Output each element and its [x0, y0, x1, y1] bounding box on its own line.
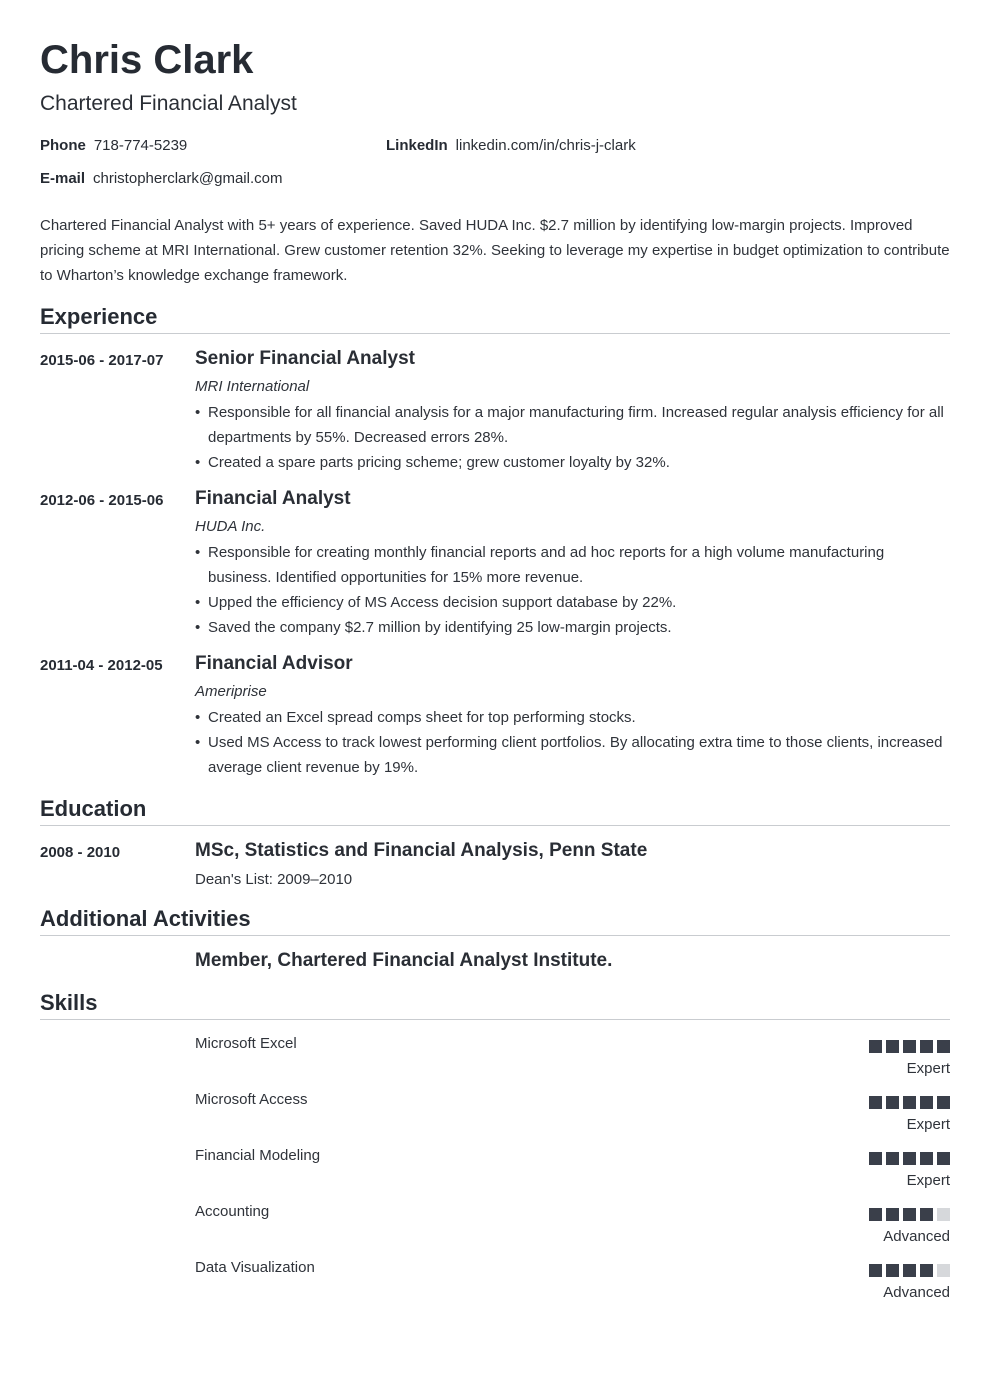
- job-company: Ameriprise: [195, 683, 267, 700]
- rating-square-filled: [869, 1208, 882, 1221]
- rating-square-filled: [869, 1264, 882, 1277]
- rating-square-filled: [869, 1040, 882, 1053]
- rating-square-filled: [886, 1040, 899, 1053]
- rating-square-filled: [869, 1096, 882, 1109]
- job-dates: 2012-06 - 2015-06: [40, 492, 164, 509]
- skill-name: Accounting: [195, 1203, 270, 1220]
- education-degree: MSc, Statistics and Financial Analysis, Penn State: [195, 840, 648, 861]
- rating-square-filled: [886, 1208, 899, 1221]
- rating-square-filled: [920, 1152, 933, 1165]
- skill-level: Expert: [906, 1060, 950, 1077]
- job-bullet: • Responsible for creating monthly financial reports and ad hoc reports for a high volume manufacturing business. Identified opportunities for 15% more revenue.: [195, 540, 950, 590]
- rating-square-filled: [869, 1152, 882, 1165]
- skill-name: Microsoft Excel: [195, 1035, 297, 1052]
- linkedin-value[interactable]: linkedin.com/in/chris-j-clark: [455, 137, 636, 154]
- rating-square-filled: [920, 1208, 933, 1221]
- job-entry: [40, 346, 950, 475]
- job-bullet: • Upped the efficiency of MS Access decision support database by 22%.: [195, 590, 950, 615]
- job-bullet: • Created a spare parts pricing scheme; grew customer loyalty by 32%.: [195, 450, 950, 475]
- activity-entry: [40, 948, 950, 974]
- job-title: Financial Advisor: [195, 653, 353, 674]
- activities-heading: Additional Activities: [40, 906, 950, 936]
- email-label: E-mail: [40, 170, 86, 187]
- rating-square-filled: [920, 1096, 933, 1109]
- skill-row: [195, 1146, 950, 1190]
- rating-square-filled: [886, 1152, 899, 1165]
- rating-square-empty: [937, 1208, 950, 1221]
- skill-name: Financial Modeling: [195, 1147, 321, 1164]
- skill-row: [195, 1034, 950, 1078]
- email-value[interactable]: christopherclark@gmail.com: [93, 170, 283, 187]
- job-bullet: • Saved the company $2.7 million by identifying 25 low-margin projects.: [195, 615, 950, 640]
- job-company: HUDA Inc.: [195, 518, 266, 535]
- skill-name: Microsoft Access: [195, 1091, 308, 1108]
- skill-row: [195, 1258, 950, 1302]
- job-dates: 2011-04 - 2012-05: [40, 657, 163, 674]
- rating-square-filled: [903, 1096, 916, 1109]
- rating-square-filled: [903, 1208, 916, 1221]
- skills-heading: Skills: [40, 990, 950, 1020]
- rating-square-filled: [937, 1096, 950, 1109]
- skill-level: Expert: [906, 1116, 950, 1133]
- experience-heading: Experience: [40, 304, 950, 334]
- job-title: Financial Analyst: [195, 488, 351, 509]
- rating-square-filled: [886, 1264, 899, 1277]
- job-bullet: • Used MS Access to track lowest performing client portfolios. By allocating extra time to those clients, increased average client revenue by 19%.: [195, 730, 950, 780]
- rating-square-filled: [903, 1264, 916, 1277]
- rating-square-filled: [937, 1040, 950, 1053]
- job-company: MRI International: [195, 378, 310, 395]
- education-entry: [40, 838, 950, 890]
- job-dates: 2015-06 - 2017-07: [40, 352, 164, 369]
- skills-list: [195, 1020, 950, 1302]
- contact-email: [40, 169, 282, 189]
- job-bullets: [195, 400, 950, 475]
- contact-phone: [40, 136, 187, 156]
- job-title: Senior Financial Analyst: [195, 348, 415, 369]
- contact-linkedin: [386, 136, 636, 156]
- job-bullet: • Responsible for all financial analysis for a major manufacturing firm. Increased regular analysis efficiency for all departments by 55%. Decreased errors 28%.: [195, 400, 950, 450]
- linkedin-label: LinkedIn: [386, 137, 448, 154]
- rating-square-empty: [937, 1264, 950, 1277]
- job-bullet: • Created an Excel spread comps sheet for top performing stocks.: [195, 705, 950, 730]
- phone-label: Phone: [40, 137, 86, 154]
- rating-square-filled: [920, 1040, 933, 1053]
- education-dates: 2008 - 2010: [40, 844, 121, 861]
- contact-block: [40, 136, 950, 216]
- rating-square-filled: [886, 1096, 899, 1109]
- education-detail: Dean's List: 2009–2010: [195, 871, 353, 888]
- skill-row: [195, 1202, 950, 1246]
- job-entry: [40, 486, 950, 640]
- skill-rating: [830, 1096, 950, 1109]
- candidate-title: Chartered Financial Analyst: [40, 92, 297, 115]
- skill-rating: [830, 1208, 950, 1221]
- education-heading: Education: [40, 796, 950, 826]
- skill-rating: [830, 1152, 950, 1165]
- job-bullets: [195, 705, 950, 780]
- skill-level: Advanced: [883, 1228, 950, 1245]
- job-entry: [40, 651, 950, 780]
- skill-rating: [830, 1040, 950, 1053]
- rating-square-filled: [937, 1152, 950, 1165]
- skill-row: [195, 1090, 950, 1134]
- skill-level: Expert: [906, 1172, 950, 1189]
- job-bullets: [195, 540, 950, 640]
- rating-square-filled: [903, 1152, 916, 1165]
- skills-block: [40, 1020, 950, 1302]
- candidate-name: Chris Clark: [40, 38, 254, 82]
- phone-value: 718-774-5239: [93, 137, 188, 154]
- summary-paragraph: Chartered Financial Analyst with 5+ years of experience. Saved HUDA Inc. $2.7 million by identifying low-margin projects. Improved pricing scheme at MRI International. Grew customer retention 32%. Seeking to leverage my expertise in budget optimization to contribute to Wharton’s knowledge exchange framework.: [40, 217, 950, 284]
- rating-square-filled: [903, 1040, 916, 1053]
- rating-square-filled: [920, 1264, 933, 1277]
- skill-rating: [830, 1264, 950, 1277]
- activity-item: Member, Chartered Financial Analyst Institute.: [195, 950, 613, 971]
- skill-level: Advanced: [883, 1284, 950, 1301]
- skill-name: Data Visualization: [195, 1259, 315, 1276]
